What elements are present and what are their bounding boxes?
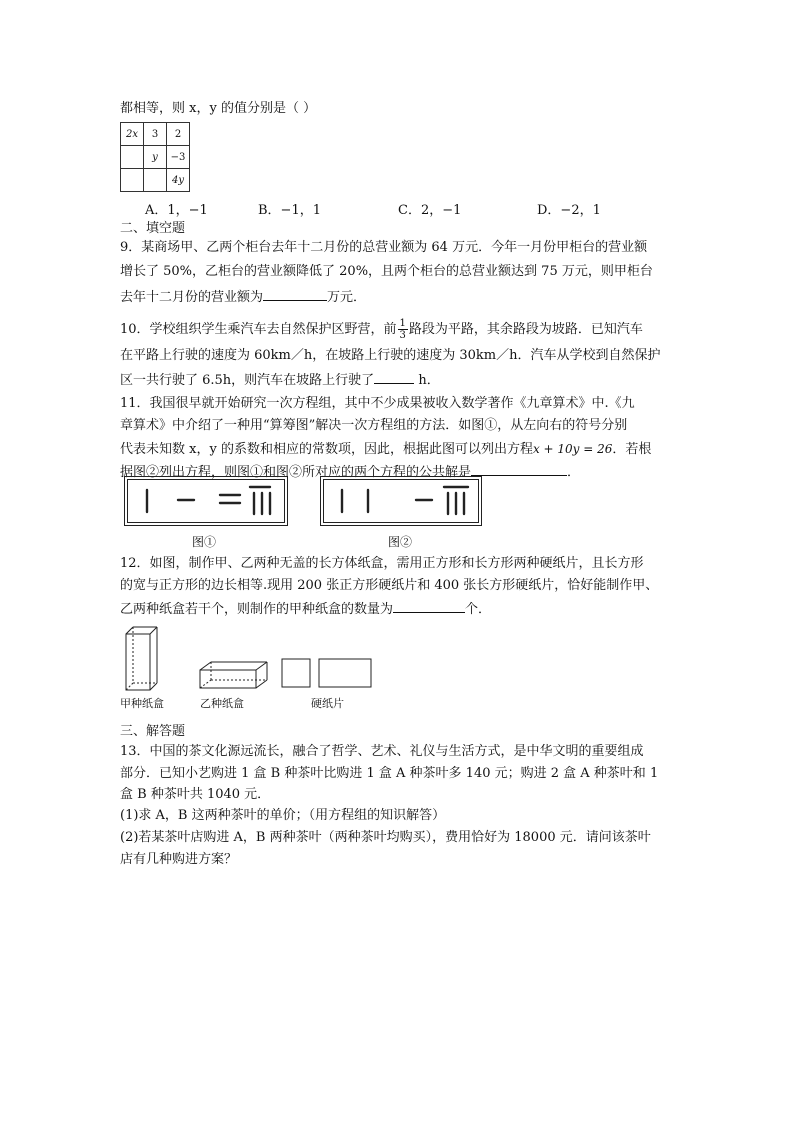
q12-text: 乙两种纸盒若干个，则制作的甲种纸盒的数量为 [120,602,394,617]
counting-rod-figure-1 [124,476,288,526]
q10-text: 区一共行驶了 6.5h，则汽车在坡路上行驶了 [120,373,375,388]
q13-line1: 13．中国的茶文化源远流长，融合了哲学、艺术、礼仪与生活方式，是中华文明的重要组成 [120,744,644,759]
q10-text: 路段为平路，其余路段为坡路．已知汽车 [408,322,643,337]
q9-text: 万元． [327,290,367,305]
equation: x + 10y = 26 [532,442,613,456]
fraction-numerator: 1 [399,318,406,329]
grid-cell [121,146,144,169]
grid-cell: 4y [167,169,190,192]
fraction-denominator: 3 [399,330,406,341]
q10-line1 [120,318,643,341]
q12-text: 个． [465,602,492,617]
cardboard-label: 硬纸片 [311,697,344,710]
grid-cell: 2 [167,123,190,146]
grid-cell: 3 [144,123,167,146]
section-heading: 三、解答题 [120,724,186,739]
q11-line1: 11．我国很早就开始研究一次方程组，其中不少成果被收入数学著作《九章算术》中.《九 [120,396,635,411]
q9-line1: 9．某商场甲、乙两个柜台去年十二月份的总营业额为 64 万元．今年一月份甲柜台的营业额 [120,240,648,255]
q13-part2-line1: (2)若某茶叶店购进 A，B 两种茶叶（两种茶叶均购买），费用恰好为 18000 元．请问该茶叶 [120,830,651,845]
q9-line2: 增长了 50%，乙柜台的营业额降低了 20%，且两个柜台的总营业额达到 75 万元，则甲柜台 [120,264,653,279]
counting-rod-figure-2 [320,476,482,526]
q8-option-b: B．−1，1 [258,203,321,218]
q11-line2: 章算术》中介绍了一种用“算筹图”解决一次方程组的方法．如图①，从左向右的符号分别 [120,418,628,433]
q13-line3: 盒 B 种茶叶共 1040 元． [120,787,271,802]
q13-part2-line2: 店有几种购进方案？ [120,852,238,867]
q8-stem: 都相等，则 x，y 的值分别是（ ） [120,101,317,116]
q11-text: ． [567,465,581,480]
grid-cell: 2x [121,123,144,146]
section-heading: 二、填空题 [120,221,186,236]
grid-cell: −3 [167,146,190,169]
q11-text: 代表未知数 x，y 的系数和相应的常数项，因此，根据此图可以列出方程 [120,442,533,457]
q12-line2: 的宽与正方形的边长相等.现用 200 张正方形硬纸片和 400 张长方形硬纸片，恰好能制作甲、 [120,578,659,593]
grid-cell: y [144,146,167,169]
answer-blank[interactable] [374,371,414,384]
q11-text: ．若根 [612,442,652,457]
q9-text: 去年十二月份的营业额为 [120,290,264,305]
magic-square-grid [120,122,190,192]
q8-option-d: D．−2，1 [537,203,601,218]
paper-box-figures [118,625,380,693]
q12-line1: 12．如图，制作甲、乙两种无盖的长方体纸盒，需用正方形和长方形两种硬纸片，且长方形 [120,556,644,571]
box-b-label: 乙种纸盒 [200,697,244,710]
q10-text: 10．学校组织学生乘汽车去自然保护区野营，前 [120,322,397,337]
grid-cell [144,169,167,192]
q11-text: 据图②列出方程，则图①和图②所对应的两个方程的公共解是 [120,465,472,480]
answer-blank[interactable] [393,600,465,613]
q11-line3 [120,441,651,458]
fraction-one-third [398,318,408,341]
q10-text: h． [418,373,440,388]
q8-option-c: C．2，−1 [398,203,462,218]
figure-2-caption: 图② [388,535,413,549]
q13-line2: 部分．已知小艺购进 1 盒 B 种茶叶比购进 1 盒 A 种茶叶多 140 元；购进 2 盒 A 种茶叶和 1 [120,766,659,781]
grid-cell [121,169,144,192]
q12-line3 [120,600,491,618]
q10-line2: 在平路上行驶的速度为 60km／h，在坡路上行驶的速度为 30km／h．汽车从学校到自然保护 [120,348,661,363]
q8-option-a: A．1，−1 [145,203,208,218]
q13-part1: (1)求 A，B 这两种茶叶的单价；（用方程组的知识解答） [120,808,446,823]
answer-blank[interactable] [471,463,567,476]
answer-blank[interactable] [263,288,327,301]
q10-line3 [120,371,440,389]
q9-line3 [120,288,366,306]
box-a-label: 甲种纸盒 [120,697,164,710]
figure-1-caption: 图① [192,535,217,549]
